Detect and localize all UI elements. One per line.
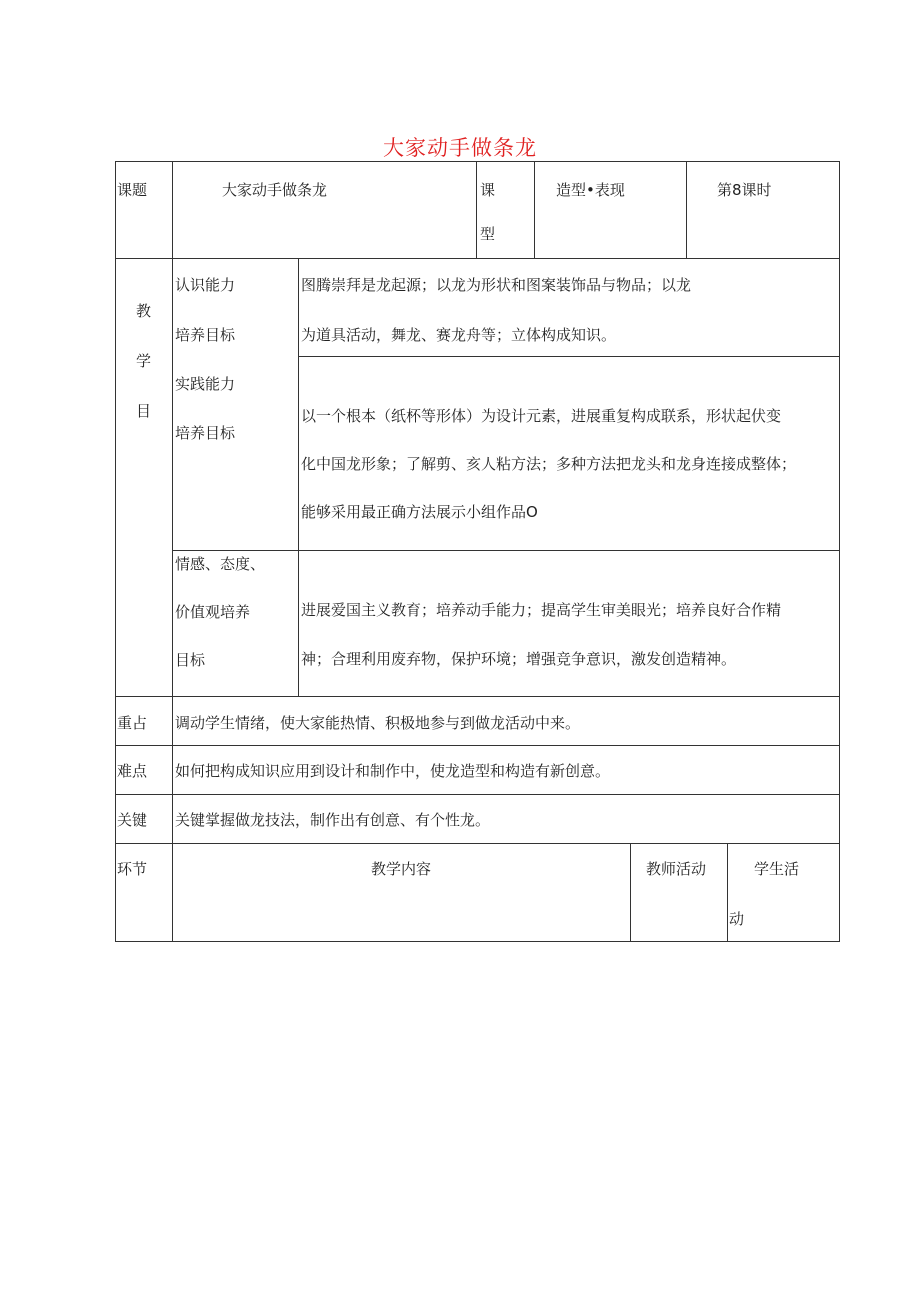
objective-content-line: 神；合理利用废弃物，保护环境；增强竞争意识，激发创造精神。 <box>301 650 737 668</box>
row-divider <box>115 258 839 259</box>
student-activity-header-line-2: 动 <box>729 910 745 928</box>
objective-label-line: 培养目标 <box>175 326 236 344</box>
objectives-side-label-2: 学 <box>136 352 152 370</box>
table-border-bottom <box>115 941 839 942</box>
content-header: 教学内容 <box>370 860 431 878</box>
objective-content-line: 为道具活动，舞龙、赛龙舟等；立体构成知识。 <box>301 326 617 344</box>
objective-content-line: 能够采用最正确方法展示小组作品O <box>301 503 538 521</box>
row-divider <box>115 794 839 795</box>
column-divider <box>298 258 299 697</box>
key-point-label: 重占 <box>117 714 148 732</box>
objectives-side-label-3: 目 <box>136 402 152 420</box>
lesson-number: 第8课时 <box>717 181 772 199</box>
student-activity-header-line-1: 学生活 <box>754 860 800 878</box>
difficulty-label: 难点 <box>117 762 148 780</box>
objective-content-line: 进展爱国主义教育；培养动手能力；提高学生审美眼光；培养良好合作精 <box>301 601 782 619</box>
type-label-line-2: 型 <box>480 225 496 243</box>
objective-label-line: 认识能力 <box>175 276 236 294</box>
row-divider <box>172 550 839 551</box>
column-divider <box>727 843 728 942</box>
difficulty-value: 如何把构成知识应用到设计和制作中，使龙造型和构造有新创意。 <box>175 762 611 780</box>
row-divider <box>115 696 839 697</box>
column-divider <box>630 843 631 942</box>
teacher-activity-header: 教师活动 <box>646 860 707 878</box>
objective-content-line: 以一个根本（纸杯等形体）为设计元素，进展重复构成联系，形状起伏变 <box>301 407 782 425</box>
course-value: 大家动手做条龙 <box>222 181 328 199</box>
table-border-left <box>115 161 116 942</box>
objectives-side-label-1: 教 <box>136 302 152 320</box>
stage-header: 环节 <box>117 860 148 878</box>
table-border-right <box>839 161 840 942</box>
objective-label-line: 价值观培养 <box>175 603 251 621</box>
table-border-top <box>115 161 839 162</box>
column-divider <box>534 161 535 259</box>
row-divider <box>115 745 839 746</box>
row-divider <box>115 843 839 844</box>
row-divider <box>298 356 839 357</box>
objective-label-line: 培养目标 <box>175 424 236 442</box>
column-divider <box>172 161 173 942</box>
crux-value: 关键掌握做龙技法，制作出有创意、有个性龙。 <box>175 811 491 829</box>
key-point-value: 调动学生情绪，使大家能热情、积极地参与到做龙活动中来。 <box>175 714 581 732</box>
type-value: 造型•表现 <box>556 181 625 199</box>
column-divider <box>476 161 477 259</box>
type-label-line-1: 课 <box>480 181 496 199</box>
objective-content-line: 化中国龙形象；了解剪、亥人粘方法；多种方法把龙头和龙身连接成整体； <box>301 455 797 473</box>
crux-label: 关键 <box>117 811 148 829</box>
objective-label-line: 目标 <box>175 651 206 669</box>
objective-content-line: 图腾崇拜是龙起源；以龙为形状和图案装饰品与物品；以龙 <box>301 276 692 294</box>
course-label: 课题 <box>117 181 148 199</box>
column-divider <box>686 161 687 259</box>
objective-label-line: 情感、态度、 <box>175 555 266 573</box>
page-title: 大家动手做条龙 <box>383 136 537 160</box>
objective-label-line: 实践能力 <box>175 375 236 393</box>
